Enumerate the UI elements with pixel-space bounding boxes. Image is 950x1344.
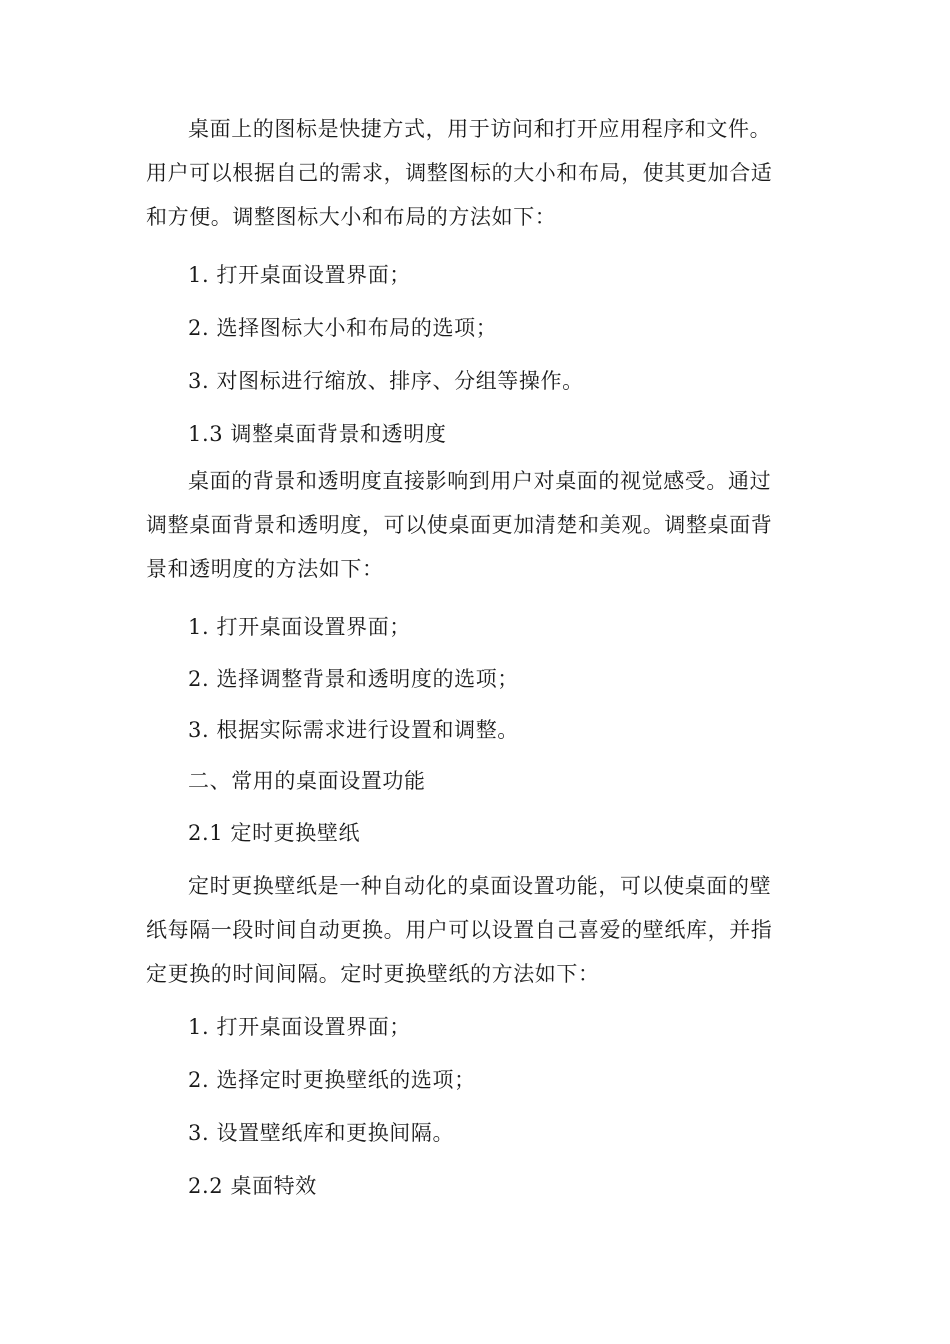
list-wallpaper-steps (188, 1111, 848, 1155)
heading-text: 1.3 调整桌面背景和透明度 (188, 422, 447, 446)
paragraph-line: 用户可以根据自己的需求，调整图标的大小和布局，使其更加合适 (146, 161, 773, 185)
section-heading (188, 1164, 848, 1208)
paragraph-line: 纸每隔一段时间自动更换。用户可以设置自己喜爱的壁纸库，并指 (146, 918, 773, 942)
list-item: 2. 选择图标大小和布局的选项； (188, 316, 498, 340)
chapter-heading (188, 759, 848, 803)
list-item: 2. 选择定时更换壁纸的选项； (188, 1068, 476, 1092)
paragraph-line: 桌面上的图标是快捷方式，用于访问和打开应用程序和文件。 (188, 117, 772, 141)
list-item: 1. 打开桌面设置界面； (188, 263, 411, 287)
list-background-steps (188, 708, 848, 752)
heading-text: 二、常用的桌面设置功能 (188, 769, 426, 793)
list-icon-steps (188, 306, 848, 350)
section-heading (188, 811, 848, 855)
list-icon-steps (188, 253, 848, 297)
list-item: 3. 设置壁纸库和更换间隔。 (188, 1121, 455, 1145)
paragraph-line: 定更换的时间间隔。定时更换壁纸的方法如下： (146, 962, 600, 986)
list-background-steps (188, 605, 848, 649)
list-background-steps (188, 657, 848, 701)
section-heading (188, 412, 848, 456)
list-item: 1. 打开桌面设置界面； (188, 1015, 411, 1039)
list-wallpaper-steps (188, 1058, 848, 1102)
paragraph-line: 定时更换壁纸是一种自动化的桌面设置功能，可以使桌面的壁 (188, 874, 772, 898)
list-item: 1. 打开桌面设置界面； (188, 615, 411, 639)
paragraph-wallpaper-intro (146, 864, 806, 996)
heading-text: 2.1 定时更换壁纸 (188, 821, 361, 845)
heading-text: 2.2 桌面特效 (188, 1174, 317, 1198)
list-item: 2. 选择调整背景和透明度的选项； (188, 667, 519, 691)
list-wallpaper-steps (188, 1005, 848, 1049)
paragraph-line: 调整桌面背景和透明度，可以使桌面更加清楚和美观。调整桌面背 (146, 513, 773, 537)
paragraph-line: 桌面的背景和透明度直接影响到用户对桌面的视觉感受。通过 (188, 469, 772, 493)
list-item: 3. 对图标进行缩放、排序、分组等操作。 (188, 369, 584, 393)
paragraph-line: 景和透明度的方法如下： (146, 557, 384, 581)
paragraph-background-intro (146, 459, 806, 591)
paragraph-icons-intro (146, 107, 806, 239)
list-icon-steps (188, 359, 848, 403)
paragraph-line: 和方便。调整图标大小和布局的方法如下： (146, 205, 557, 229)
list-item: 3. 根据实际需求进行设置和调整。 (188, 718, 519, 742)
